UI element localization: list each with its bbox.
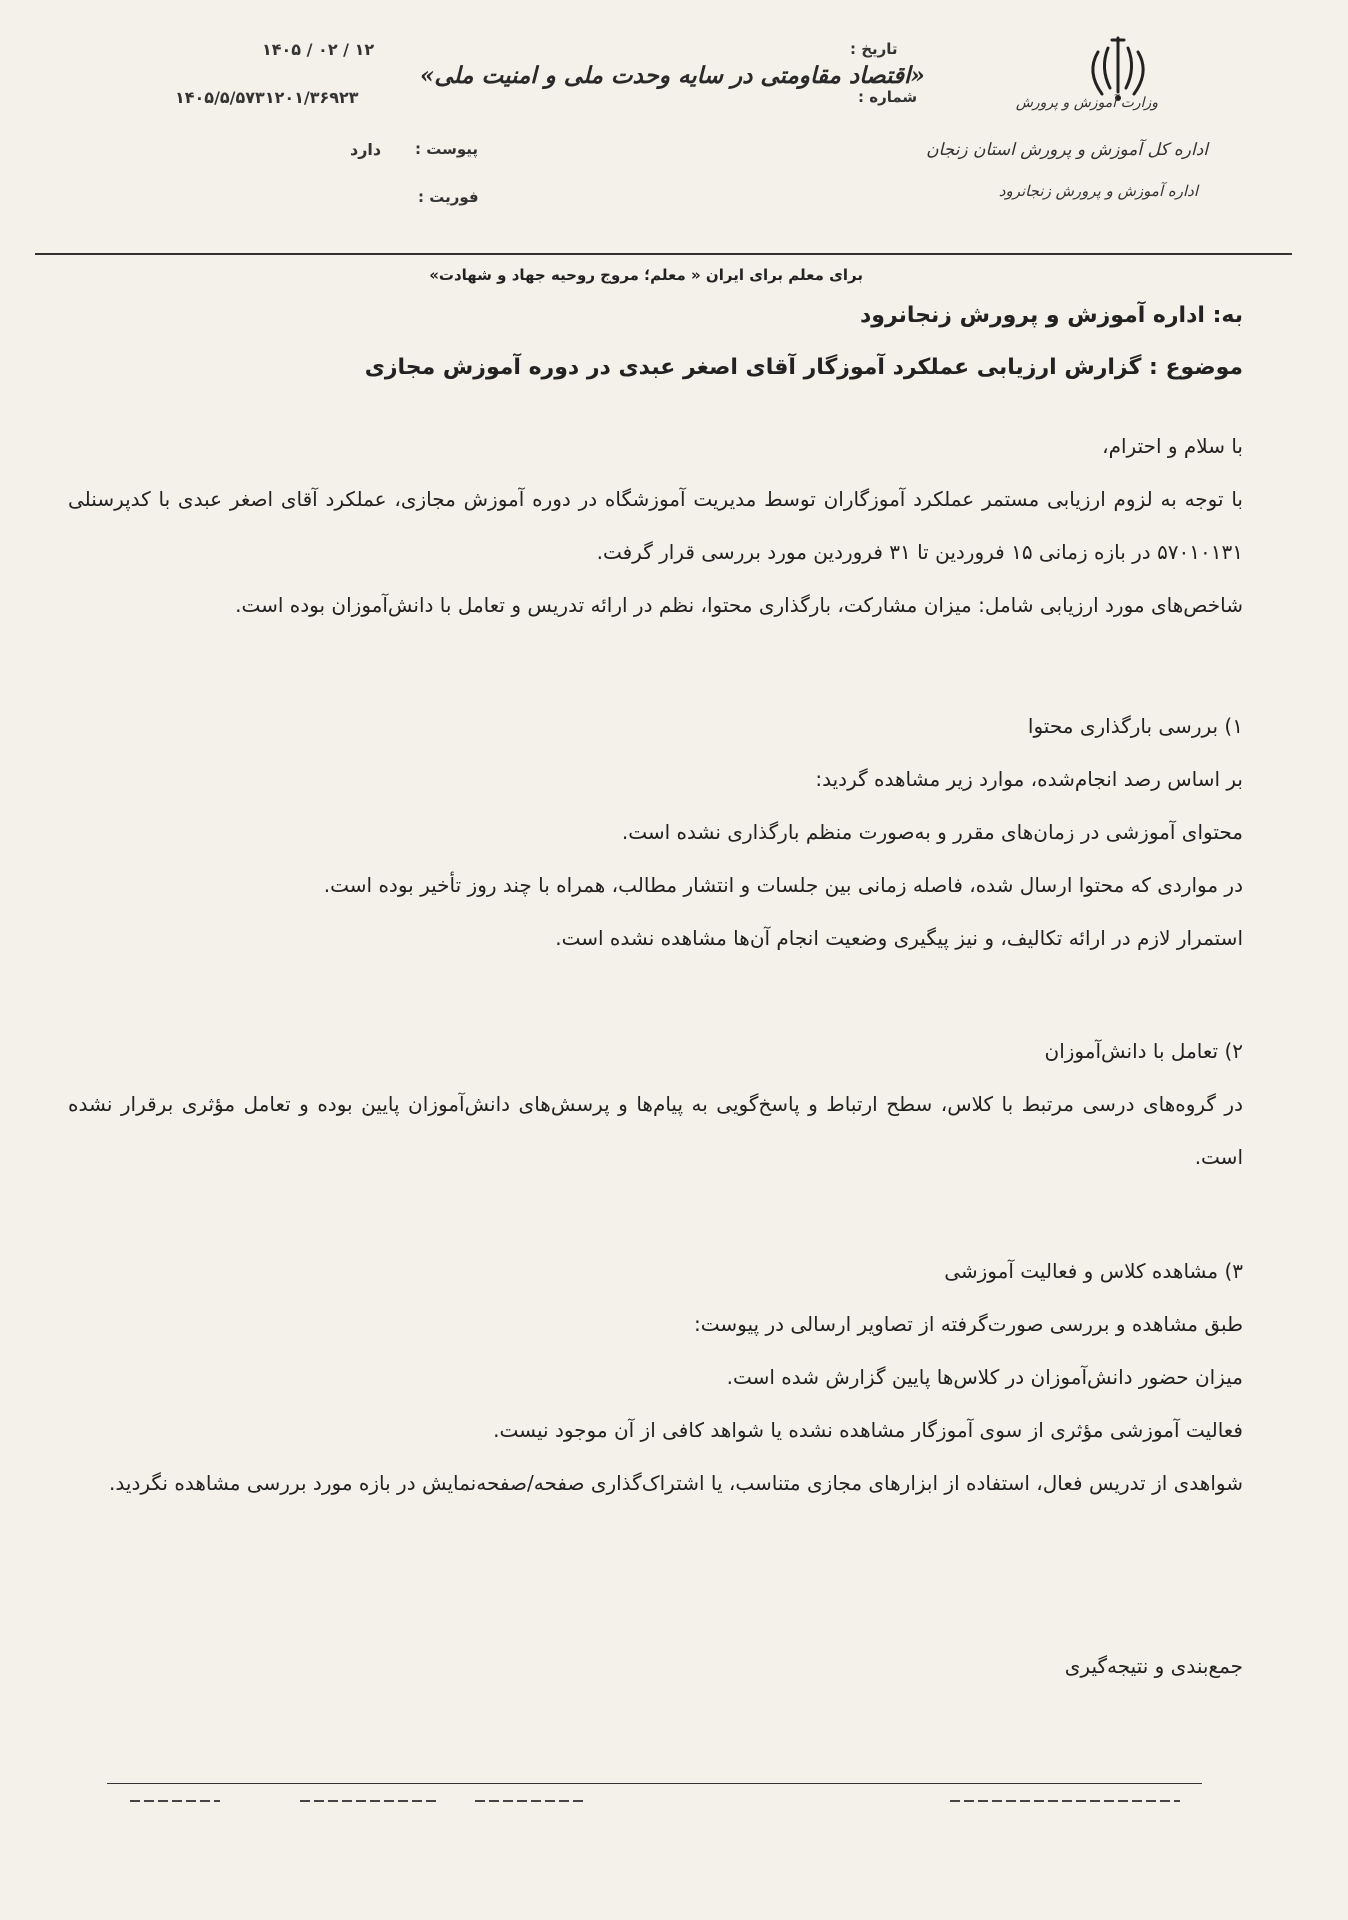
date-value: ۱۴۰۵ / ۰۲ / ۱۲ (262, 40, 375, 59)
provincial-office-name: اداره کل آموزش و پرورش استان زنجان (926, 140, 1208, 160)
section3-line: شواهدی از تدریس فعال، استفاده از ابزارهای مجازی متناسب، یا اشتراک‌گذاری صفحه/صفحه‌نمایش در بازه مورد بررسی مشاهده نگردید. (109, 1471, 1243, 1495)
section3-title: ۳) مشاهده کلاس و فعالیت آموزشی (944, 1259, 1243, 1283)
section3-line: فعالیت آموزشی مؤثری از سوی آموزگار مشاهده نشده یا شواهد کافی از آن موجود نیست. (493, 1418, 1243, 1442)
section3-line: میزان حضور دانش‌آموزان در کلاس‌ها پایین گزارش شده است. (726, 1365, 1243, 1389)
conclusion-block (68, 1640, 1243, 1693)
footer-mark (475, 1800, 585, 1802)
section1-line: بر اساس رصد انجام‌شده، موارد زیر مشاهده گردید: (815, 767, 1243, 791)
header-divider (35, 253, 1292, 255)
attachment-label: پیوست : (415, 140, 479, 158)
conclusion-title: جمع‌بندی و نتیجه‌گیری (1064, 1654, 1243, 1678)
attachment-value: دارد (350, 140, 382, 159)
district-office-name: اداره آموزش و پرورش زنجانرود (998, 182, 1198, 200)
indicators-paragraph: شاخص‌های مورد ارزیابی شامل: میزان مشارکت، بارگذاری محتوا، نظم در ارائه تدریس و تعامل با دانش‌آموزان بوده است. (235, 593, 1243, 617)
section1-line: در مواردی که محتوا ارسال شده، فاصله زمانی بین جلسات و انتشار مطالب، همراه با چند روز تأخیر بوده است. (323, 873, 1243, 897)
priority-label: فوریت : (418, 188, 479, 206)
section3-line: طبق مشاهده و بررسی صورت‌گرفته از تصاویر ارسالی در پیوست: (694, 1312, 1243, 1336)
footer-mark (950, 1800, 1180, 1802)
header-slogan: «اقتصاد مقاومتی در سایه وحدت ملی و امنیت ملی» (420, 62, 925, 89)
section-content-upload (68, 700, 1243, 965)
section-student-interaction (68, 1025, 1243, 1184)
recipient-line: به: اداره آموزش و پرورش زنجانرود (860, 303, 1243, 328)
section1-line: استمرار لازم در ارائه تکالیف، و نیز پیگیری وضعیت انجام آن‌ها مشاهده نشده است. (555, 926, 1243, 950)
footer-divider (107, 1783, 1202, 1784)
number-label: شماره : (858, 88, 918, 106)
greeting: با سلام و احترام، (1102, 434, 1243, 458)
section2-text: در گروه‌های درسی مرتبط با کلاس، سطح ارتباط و پاسخ‌گویی به پیام‌ها و پرسش‌های دانش‌آموزان پایین بوده و تعامل مؤثری برقرار نشده است. (68, 1092, 1243, 1169)
footer-mark (130, 1800, 220, 1802)
motto: برای معلم برای ایران « معلم؛ مروج روحیه جهاد و شهادت» (429, 266, 863, 284)
section-class-observation (68, 1245, 1243, 1510)
section2-title: ۲) تعامل با دانش‌آموزان (1044, 1039, 1243, 1063)
intro-block (68, 420, 1243, 632)
footer-mark (300, 1800, 440, 1802)
ministry-name: وزارت آموزش و پرورش (1015, 95, 1158, 111)
section1-title: ۱) بررسی بارگذاری محتوا (1027, 714, 1243, 738)
subject-line: موضوع : گزارش ارزیابی عملکرد آموزگار آقای اصغر عبدی در دوره آموزش مجازی (364, 355, 1243, 380)
section1-line: محتوای آموزشی در زمان‌های مقرر و به‌صورت منظم بارگذاری نشده است. (621, 820, 1243, 844)
intro-paragraph: با توجه به لزوم ارزیابی مستمر عملکرد آموزگاران توسط مدیریت آموزشگاه در دوره آموزش مجازی، عملکرد آقای اصغر عبدی با کدپرسنلی ۵۷۰۱۰۱۳۱ در بازه زمانی ۱۵ فروردین تا ۳۱ فروردین مورد بررسی قرار گرفت. (68, 487, 1243, 564)
date-label: تاریخ : (850, 40, 898, 58)
number-value: ۱۴۰۵/۵/۵۷۳۱۲۰۱/۳۶۹۲۳ (175, 88, 359, 107)
